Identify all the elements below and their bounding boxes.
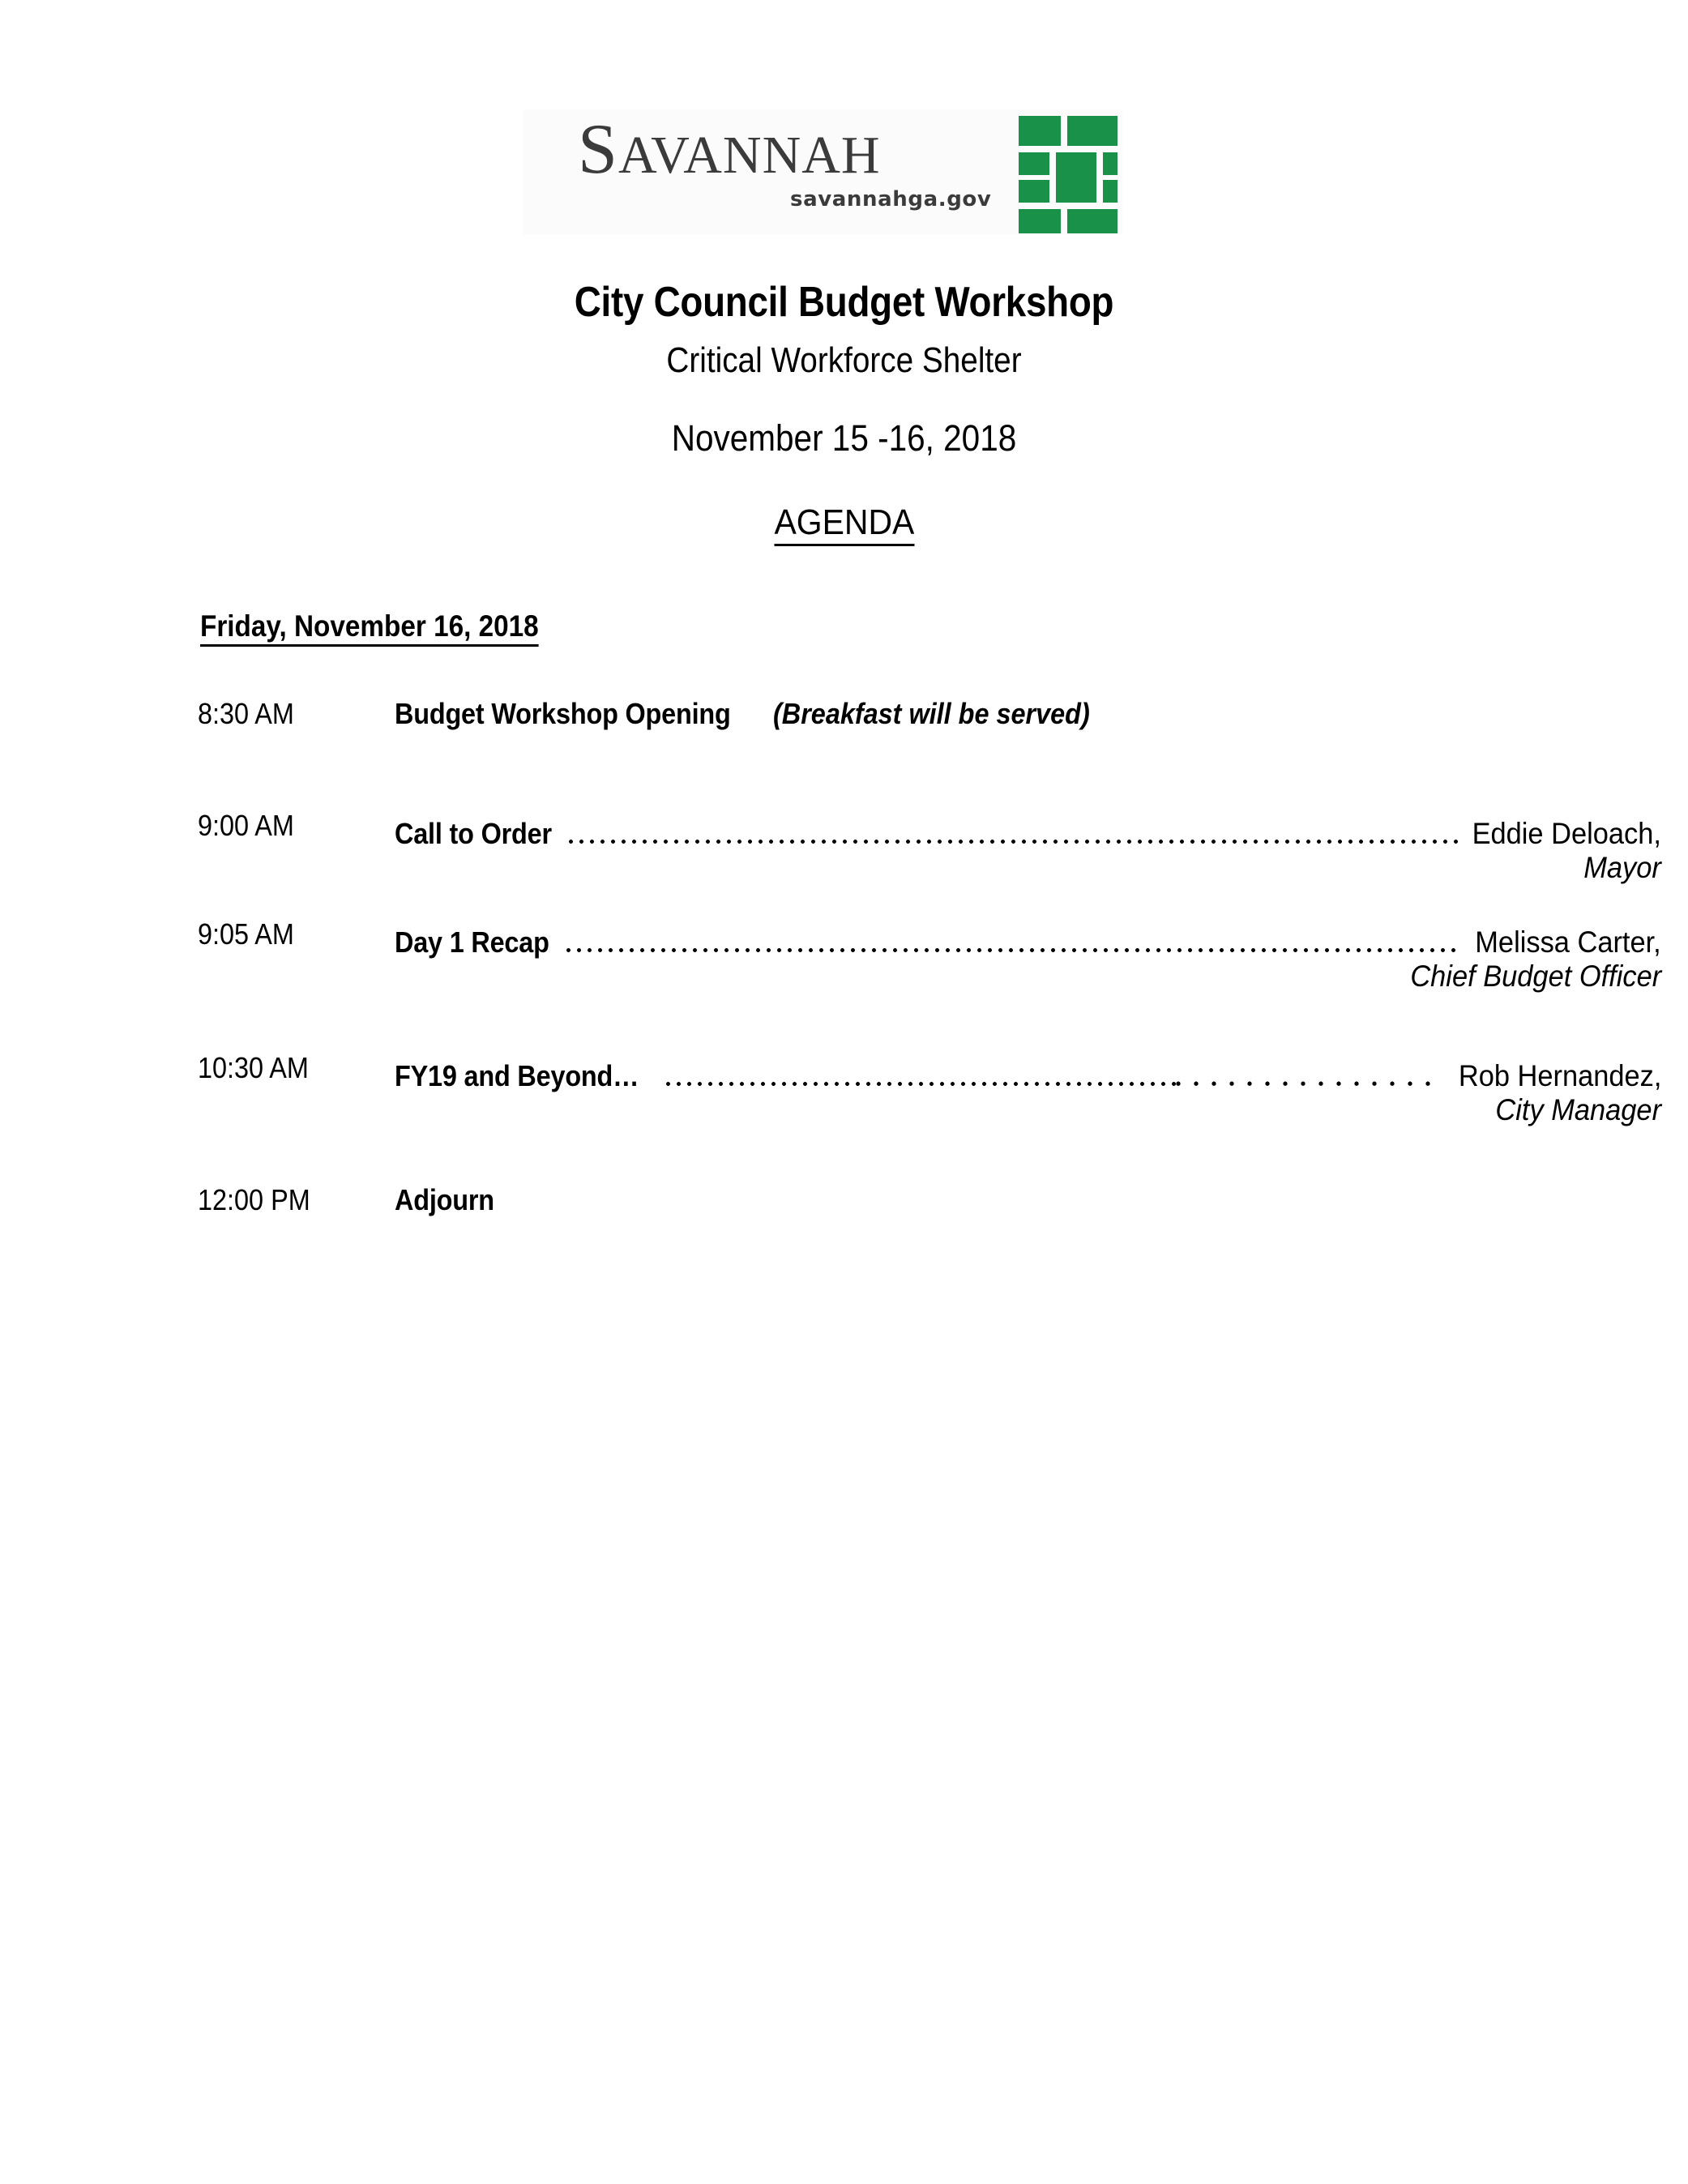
agenda-heading xyxy=(0,502,1688,546)
agenda-row-time: 10:30 AM xyxy=(198,1051,309,1084)
agenda-row-time: 9:05 AM xyxy=(198,917,294,951)
agenda-row-presenter: Melissa Carter, xyxy=(1475,925,1661,959)
dotted-leader xyxy=(569,815,1458,851)
page-subtitle: Critical Workforce Shelter xyxy=(666,340,1022,380)
event-date-range: November 15 -16, 2018 xyxy=(671,417,1017,459)
agenda-row-body xyxy=(395,697,1661,739)
agenda-row xyxy=(0,809,1688,884)
agenda-row-time: 12:00 PM xyxy=(198,1183,310,1216)
agenda-heading-text: AGENDA xyxy=(774,502,914,546)
agenda-row-presenter-role: City Manager xyxy=(1495,1093,1661,1126)
agenda-row-label: FY19 and Beyond… xyxy=(395,1059,639,1092)
agenda-row xyxy=(0,1051,1688,1126)
agenda-row-body xyxy=(395,1183,1661,1225)
agenda-row-main xyxy=(0,1183,1688,1225)
agenda-row-label: Call to Order xyxy=(395,817,552,850)
agenda-row-presenter-role: Chief Budget Officer xyxy=(1410,960,1661,993)
page-title: City Council Budget Workshop xyxy=(574,279,1114,326)
agenda-row-main xyxy=(0,697,1688,739)
agenda-row-label: Budget Workshop Opening xyxy=(395,697,731,730)
agenda-row-presenter-role: Mayor xyxy=(1583,851,1661,884)
dotted-leader xyxy=(566,924,1461,960)
day-heading-text: Friday, November 16, 2018 xyxy=(200,609,539,647)
agenda-row-note: (Breakfast will be served) xyxy=(772,697,1090,730)
agenda-row-body xyxy=(395,1051,1661,1093)
agenda-row-main xyxy=(0,917,1688,960)
agenda-row-main xyxy=(0,1051,1688,1093)
wordmark-lead-letter: S xyxy=(578,110,618,189)
savannah-brick-squares-logo-icon xyxy=(1019,116,1117,228)
agenda-row xyxy=(0,697,1688,739)
savannah-logo-block xyxy=(523,109,1122,235)
savannah-wordmark xyxy=(578,110,881,189)
agenda-row-time: 8:30 AM xyxy=(198,697,294,730)
agenda-row-body xyxy=(395,809,1661,851)
agenda-row-label: Day 1 Recap xyxy=(395,925,549,959)
agenda-row-time: 9:00 AM xyxy=(198,809,294,842)
agenda-row xyxy=(0,1183,1688,1225)
agenda-row xyxy=(0,917,1688,993)
agenda-row-presenter: Rob Hernandez, xyxy=(1458,1059,1661,1092)
agenda-row-presenter: Eddie Deloach, xyxy=(1472,817,1661,850)
agenda-row-body xyxy=(395,917,1661,960)
agenda-row-main xyxy=(0,809,1688,851)
dotted-leader xyxy=(666,1058,1443,1093)
day-heading xyxy=(200,609,576,647)
agenda-row-label: Adjourn xyxy=(395,1183,494,1216)
savannah-url-text: savannahga.gov xyxy=(790,187,992,212)
dotted-leader-wide-segment xyxy=(1176,1081,1443,1088)
wordmark-remainder: AVANNAH xyxy=(618,126,881,185)
